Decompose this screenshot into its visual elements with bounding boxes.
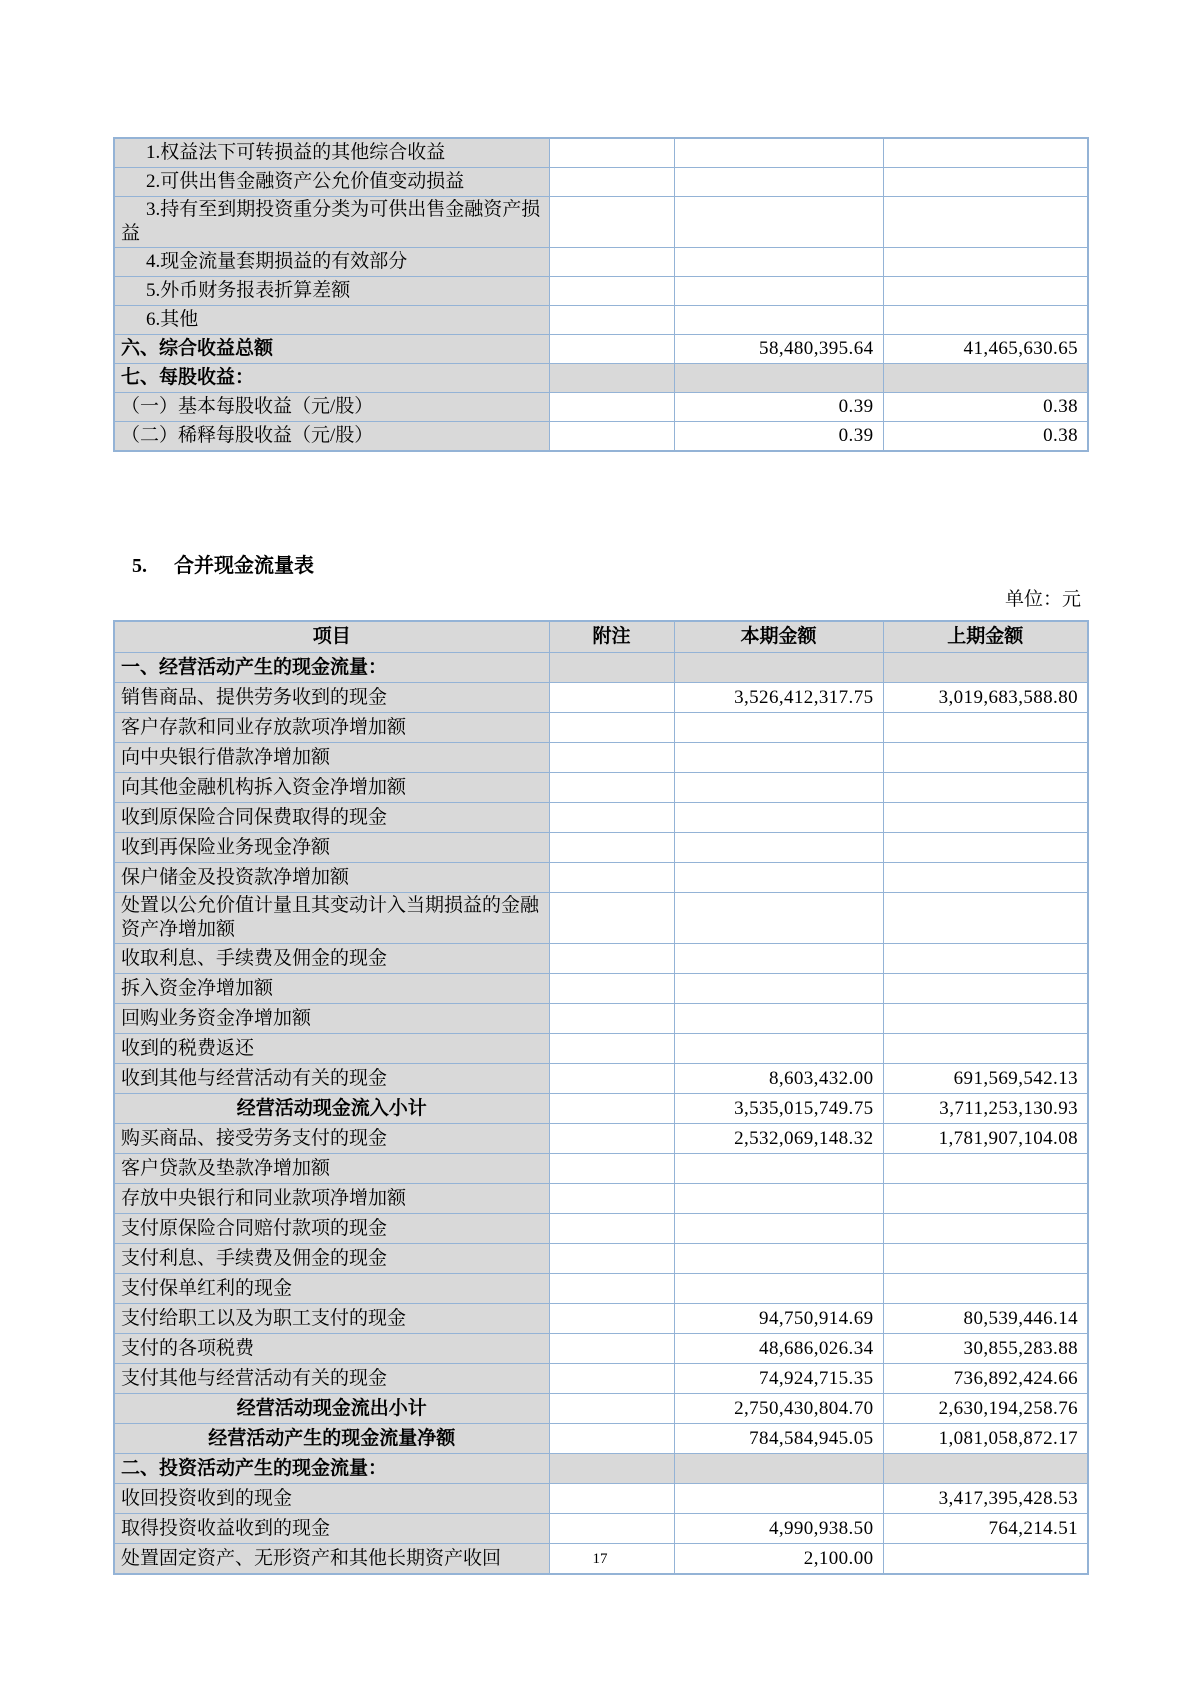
row-label: 回购业务资金净增加额 (114, 1004, 549, 1034)
row-note (549, 1304, 674, 1334)
row-label: 收回投资收到的现金 (114, 1484, 549, 1514)
row-previous-amount (883, 863, 1088, 893)
row-note (549, 1454, 674, 1484)
table-row (114, 944, 1088, 974)
row-note (549, 1424, 674, 1454)
row-previous-amount: 80,539,446.14 (883, 1304, 1088, 1334)
comprehensive-income-table-body (114, 138, 1088, 451)
table-row (114, 393, 1088, 422)
row-label: 支付利息、手续费及佣金的现金 (114, 1244, 549, 1274)
row-label: 经营活动现金流出小计 (114, 1394, 549, 1424)
table-row (114, 422, 1088, 452)
row-label: 支付其他与经营活动有关的现金 (114, 1364, 549, 1394)
row-previous-amount: 0.38 (883, 422, 1088, 452)
table-row (114, 277, 1088, 306)
table-row (114, 1034, 1088, 1064)
row-note (549, 168, 674, 197)
row-previous-amount (883, 893, 1088, 944)
row-note (549, 683, 674, 713)
row-note (549, 1004, 674, 1034)
row-current-amount (674, 863, 883, 893)
row-label: 存放中央银行和同业款项净增加额 (114, 1184, 549, 1214)
row-current-amount (674, 1184, 883, 1214)
row-label: 一、经营活动产生的现金流量： (114, 653, 549, 683)
row-note (549, 773, 674, 803)
row-current-amount (674, 197, 883, 248)
row-label: 客户存款和同业存放款项净增加额 (114, 713, 549, 743)
row-label: 处置以公允价值计量且其变动计入当期损益的金融资产净增加额 (114, 893, 549, 944)
table-row (114, 713, 1088, 743)
row-label: 收到其他与经营活动有关的现金 (114, 1064, 549, 1094)
row-label: 六、综合收益总额 (114, 335, 549, 364)
table-row (114, 335, 1088, 364)
table-row (114, 1394, 1088, 1424)
row-note (549, 1274, 674, 1304)
row-note (549, 306, 674, 335)
row-current-amount (674, 944, 883, 974)
row-previous-amount (883, 944, 1088, 974)
row-note (549, 743, 674, 773)
row-label: 七、每股收益： (114, 364, 549, 393)
table-row (114, 893, 1088, 944)
row-previous-amount: 3,711,253,130.93 (883, 1094, 1088, 1124)
row-current-amount (674, 138, 883, 168)
cash-flow-table-body (114, 653, 1088, 1575)
row-note (549, 335, 674, 364)
row-label: 取得投资收益收到的现金 (114, 1514, 549, 1544)
row-label: 向其他金融机构拆入资金净增加额 (114, 773, 549, 803)
row-note (549, 974, 674, 1004)
row-current-amount: 74,924,715.35 (674, 1364, 883, 1394)
row-previous-amount (883, 248, 1088, 277)
row-previous-amount: 764,214.51 (883, 1514, 1088, 1544)
row-label: 收到的税费返还 (114, 1034, 549, 1064)
row-current-amount: 48,686,026.34 (674, 1334, 883, 1364)
row-note (549, 944, 674, 974)
row-previous-amount: 1,081,058,872.17 (883, 1424, 1088, 1454)
unit-note: 单位：元 (1004, 589, 1081, 610)
row-label: 经营活动现金流入小计 (114, 1094, 549, 1124)
table-row (114, 1124, 1088, 1154)
row-current-amount (674, 1214, 883, 1244)
row-note (549, 1094, 674, 1124)
table-row (114, 168, 1088, 197)
cash-flow-statement-table (113, 620, 1089, 1575)
row-current-amount: 0.39 (674, 393, 883, 422)
table-row (114, 974, 1088, 1004)
row-label: 支付原保险合同赔付款项的现金 (114, 1214, 549, 1244)
row-previous-amount (883, 138, 1088, 168)
row-previous-amount (883, 364, 1088, 393)
table-row (114, 1454, 1088, 1484)
table-row (114, 1184, 1088, 1214)
row-previous-amount: 41,465,630.65 (883, 335, 1088, 364)
row-previous-amount (883, 277, 1088, 306)
row-note (549, 1064, 674, 1094)
row-previous-amount (883, 653, 1088, 683)
row-current-amount: 2,100.00 (674, 1544, 883, 1575)
row-note (549, 1244, 674, 1274)
row-previous-amount (883, 743, 1088, 773)
row-label: （一）基本每股收益（元/股） (114, 393, 549, 422)
table-row (114, 1154, 1088, 1184)
row-label: 销售商品、提供劳务收到的现金 (114, 683, 549, 713)
row-label: 支付保单红利的现金 (114, 1274, 549, 1304)
row-label: 客户贷款及垫款净增加额 (114, 1154, 549, 1184)
row-label: 收取利息、手续费及佣金的现金 (114, 944, 549, 974)
table-row (114, 773, 1088, 803)
row-previous-amount (883, 197, 1088, 248)
row-current-amount (674, 803, 883, 833)
row-previous-amount (883, 803, 1088, 833)
row-current-amount: 2,532,069,148.32 (674, 1124, 883, 1154)
comprehensive-income-table (113, 137, 1089, 452)
table-row (114, 1424, 1088, 1454)
row-current-amount (674, 1034, 883, 1064)
row-label: 支付的各项税费 (114, 1334, 549, 1364)
row-note (549, 1184, 674, 1214)
row-previous-amount: 691,569,542.13 (883, 1064, 1088, 1094)
row-previous-amount: 3,019,683,588.80 (883, 683, 1088, 713)
row-previous-amount (883, 168, 1088, 197)
column-header-previous-amount: 上期金额 (883, 621, 1088, 653)
table-row (114, 833, 1088, 863)
cash-flow-table-header (114, 621, 1088, 653)
row-label: 6.其他 (114, 306, 549, 335)
row-current-amount (674, 1484, 883, 1514)
table-row (114, 683, 1088, 713)
row-note (549, 803, 674, 833)
table-row (114, 1304, 1088, 1334)
row-previous-amount: 0.38 (883, 393, 1088, 422)
row-current-amount (674, 893, 883, 944)
row-current-amount (674, 1004, 883, 1034)
row-label: 保户储金及投资款净增加额 (114, 863, 549, 893)
row-previous-amount (883, 713, 1088, 743)
row-previous-amount: 30,855,283.88 (883, 1334, 1088, 1364)
column-header-current-amount: 本期金额 (674, 621, 883, 653)
row-current-amount (674, 1154, 883, 1184)
row-note (549, 422, 674, 452)
row-current-amount (674, 168, 883, 197)
row-current-amount: 2,750,430,804.70 (674, 1394, 883, 1424)
row-previous-amount (883, 306, 1088, 335)
table-row (114, 1244, 1088, 1274)
row-note (549, 1364, 674, 1394)
table-row (114, 863, 1088, 893)
row-label: 3.持有至到期投资重分类为可供出售金融资产损益 (114, 197, 549, 248)
table-row (114, 364, 1088, 393)
column-header-note: 附注 (549, 621, 674, 653)
row-previous-amount (883, 773, 1088, 803)
row-current-amount (674, 306, 883, 335)
row-label: 向中央银行借款净增加额 (114, 743, 549, 773)
table-row (114, 138, 1088, 168)
row-current-amount (674, 248, 883, 277)
row-current-amount (674, 833, 883, 863)
row-current-amount (674, 1454, 883, 1484)
row-note (549, 277, 674, 306)
row-current-amount: 8,603,432.00 (674, 1064, 883, 1094)
row-label: 收到原保险合同保费取得的现金 (114, 803, 549, 833)
table-row (114, 248, 1088, 277)
table-row (114, 1214, 1088, 1244)
row-note (549, 248, 674, 277)
row-label: 处置固定资产、无形资产和其他长期资产收回 (114, 1544, 549, 1575)
row-note (549, 364, 674, 393)
row-previous-amount (883, 1004, 1088, 1034)
row-label: 拆入资金净增加额 (114, 974, 549, 1004)
row-previous-amount (883, 1184, 1088, 1214)
row-previous-amount: 3,417,395,428.53 (883, 1484, 1088, 1514)
row-previous-amount (883, 1454, 1088, 1484)
row-current-amount: 3,535,015,749.75 (674, 1094, 883, 1124)
row-note (549, 1124, 674, 1154)
row-current-amount (674, 653, 883, 683)
table-row (114, 1364, 1088, 1394)
row-previous-amount: 736,892,424.66 (883, 1364, 1088, 1394)
row-note (549, 833, 674, 863)
row-label: 2.可供出售金融资产公允价值变动损益 (114, 168, 549, 197)
table-row (114, 1094, 1088, 1124)
row-previous-amount (883, 833, 1088, 863)
row-note (549, 197, 674, 248)
row-note (549, 393, 674, 422)
row-label: 5.外币财务报表折算差额 (114, 277, 549, 306)
row-current-amount: 58,480,395.64 (674, 335, 883, 364)
row-note (549, 1334, 674, 1364)
row-note (549, 1034, 674, 1064)
row-note (549, 1484, 674, 1514)
row-note (549, 653, 674, 683)
table-row (114, 1484, 1088, 1514)
row-current-amount (674, 364, 883, 393)
row-note (549, 138, 674, 168)
row-current-amount: 3,526,412,317.75 (674, 683, 883, 713)
table-row (114, 1064, 1088, 1094)
row-previous-amount (883, 1154, 1088, 1184)
section-title: 合并现金流量表 (174, 555, 314, 577)
header-row (114, 621, 1088, 653)
row-note (549, 713, 674, 743)
row-current-amount (674, 974, 883, 1004)
section-heading (132, 549, 314, 578)
row-current-amount: 4,990,938.50 (674, 1514, 883, 1544)
row-current-amount: 0.39 (674, 422, 883, 452)
table-row (114, 1004, 1088, 1034)
row-note (549, 1394, 674, 1424)
row-note (549, 893, 674, 944)
table-row (114, 197, 1088, 248)
row-note (549, 1214, 674, 1244)
row-label: 购买商品、接受劳务支付的现金 (114, 1124, 549, 1154)
table-row (114, 653, 1088, 683)
table-row (114, 306, 1088, 335)
row-label: 经营活动产生的现金流量净额 (114, 1424, 549, 1454)
table-row (114, 1514, 1088, 1544)
table-row (114, 743, 1088, 773)
table-row (114, 1274, 1088, 1304)
page-number: 17 (592, 1551, 608, 1567)
row-label: （二）稀释每股收益（元/股） (114, 422, 549, 452)
row-note (549, 1514, 674, 1544)
row-label: 收到再保险业务现金净额 (114, 833, 549, 863)
row-current-amount (674, 277, 883, 306)
table-row (114, 803, 1088, 833)
row-previous-amount (883, 1244, 1088, 1274)
row-previous-amount (883, 1034, 1088, 1064)
row-label: 1.权益法下可转损益的其他综合收益 (114, 138, 549, 168)
row-current-amount (674, 743, 883, 773)
row-previous-amount: 2,630,194,258.76 (883, 1394, 1088, 1424)
row-current-amount (674, 1274, 883, 1304)
row-current-amount (674, 773, 883, 803)
row-previous-amount (883, 1214, 1088, 1244)
row-current-amount (674, 713, 883, 743)
row-previous-amount: 1,781,907,104.08 (883, 1124, 1088, 1154)
row-current-amount: 94,750,914.69 (674, 1304, 883, 1334)
row-note (549, 1154, 674, 1184)
column-header-item: 项目 (114, 621, 549, 653)
row-current-amount: 784,584,945.05 (674, 1424, 883, 1454)
row-previous-amount (883, 974, 1088, 1004)
row-label: 4.现金流量套期损益的有效部分 (114, 248, 549, 277)
row-label: 二、投资活动产生的现金流量： (114, 1454, 549, 1484)
row-note (549, 863, 674, 893)
table-row (114, 1334, 1088, 1364)
row-label: 支付给职工以及为职工支付的现金 (114, 1304, 549, 1334)
section-number: 5. (132, 555, 147, 577)
row-current-amount (674, 1244, 883, 1274)
row-previous-amount (883, 1274, 1088, 1304)
